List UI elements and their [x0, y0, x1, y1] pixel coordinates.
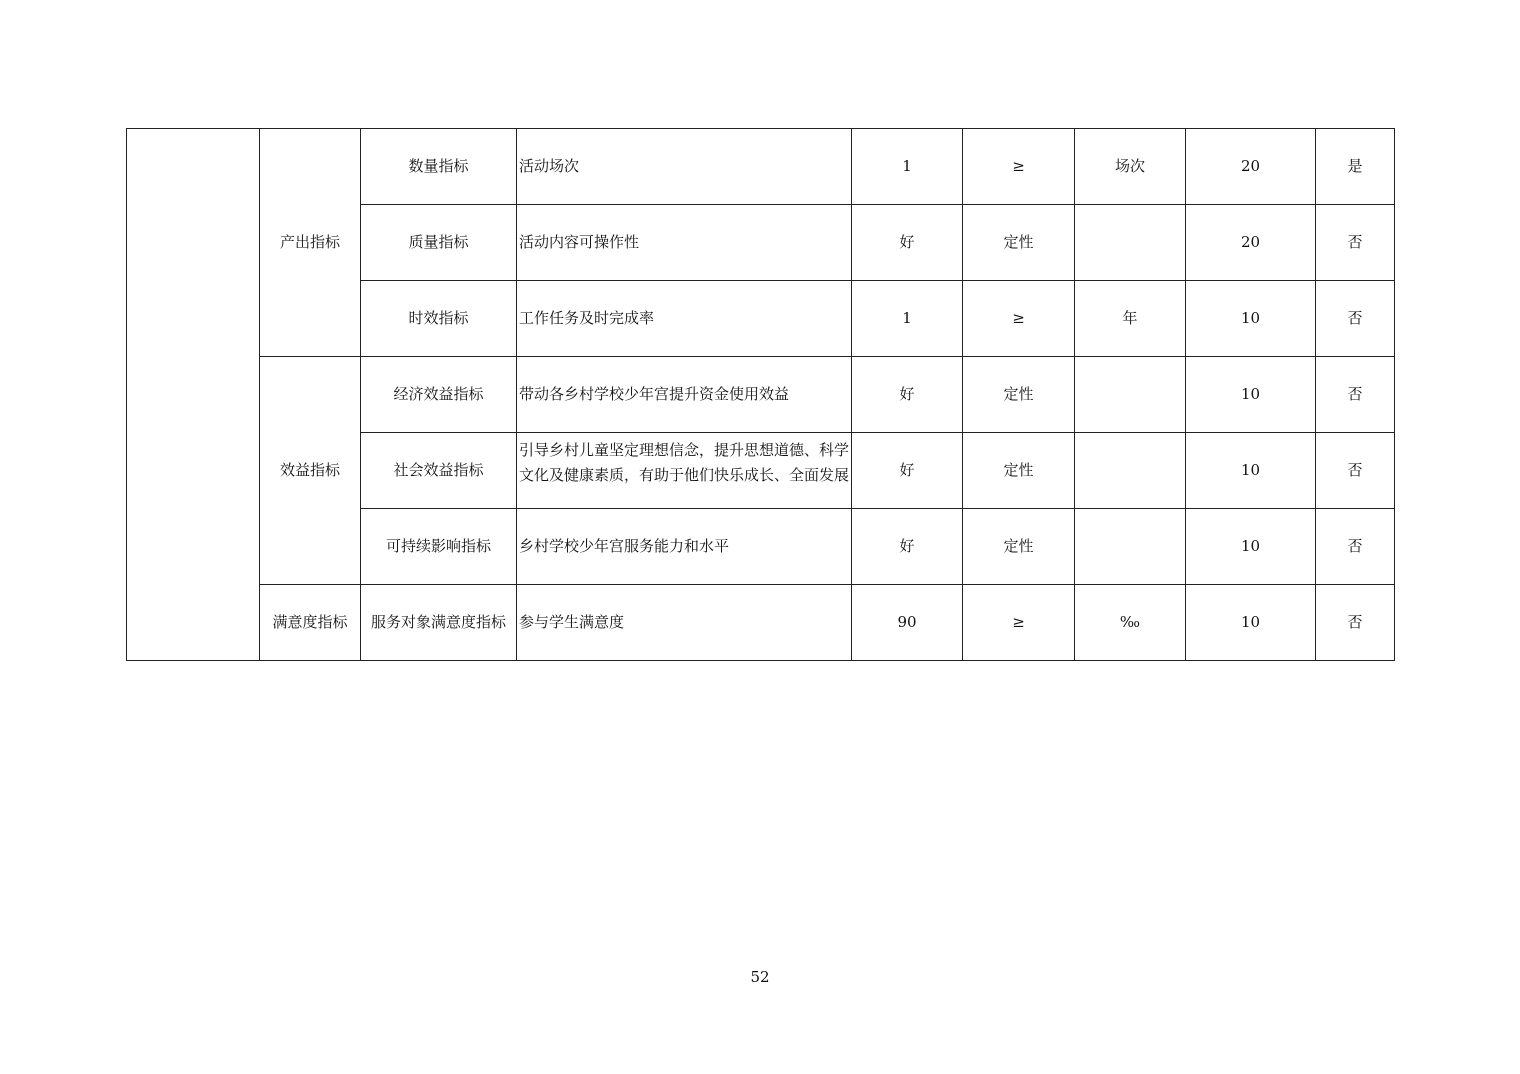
table-row: [127, 129, 1395, 205]
level3-desc-cell: 参与学生满意度: [517, 585, 852, 661]
operator-cell: ≥: [963, 129, 1075, 205]
level3-desc-cell: [517, 433, 852, 509]
target-value-cell: 好: [852, 509, 963, 585]
unit-cell: 年: [1075, 281, 1186, 357]
unit-cell: [1075, 357, 1186, 433]
level2-cell: 经济效益指标: [361, 357, 517, 433]
operator-cell: ≥: [963, 281, 1075, 357]
level2-cell: 时效指标: [361, 281, 517, 357]
core-flag-cell: 否: [1316, 509, 1395, 585]
level3-desc-cell: 活动内容可操作性: [517, 205, 852, 281]
level2-cell: 质量指标: [361, 205, 517, 281]
weight-cell: 10: [1186, 281, 1316, 357]
operator-cell: 定性: [963, 357, 1075, 433]
group-cell: 满意度指标: [260, 585, 361, 661]
unit-cell: [1075, 205, 1186, 281]
level3-desc-cell: 活动场次: [517, 129, 852, 205]
core-flag-cell: 否: [1316, 585, 1395, 661]
table-row: [127, 357, 1395, 433]
target-value-cell: 好: [852, 433, 963, 509]
target-value-cell: 1: [852, 281, 963, 357]
operator-cell: 定性: [963, 433, 1075, 509]
unit-cell: 场次: [1075, 129, 1186, 205]
performance-indicator-table: [126, 128, 1395, 661]
group-cell: 效益指标: [260, 357, 361, 585]
level2-cell: 可持续影响指标: [361, 509, 517, 585]
weight-cell: 20: [1186, 129, 1316, 205]
target-value-cell: 90: [852, 585, 963, 661]
table-row: [127, 585, 1395, 661]
group-cell: 产出指标: [260, 129, 361, 357]
unit-cell: ‰: [1075, 585, 1186, 661]
core-flag-cell: 否: [1316, 357, 1395, 433]
level2-cell: 服务对象满意度指标: [361, 585, 517, 661]
operator-cell: ≥: [963, 585, 1075, 661]
weight-cell: 10: [1186, 433, 1316, 509]
level1-blank-cell: [127, 129, 260, 661]
target-value-cell: 好: [852, 357, 963, 433]
unit-cell: [1075, 509, 1186, 585]
core-flag-cell: 是: [1316, 129, 1395, 205]
level3-desc-cell: 工作任务及时完成率: [517, 281, 852, 357]
core-flag-cell: 否: [1316, 205, 1395, 281]
core-flag-cell: 否: [1316, 433, 1395, 509]
level2-cell: 数量指标: [361, 129, 517, 205]
operator-cell: 定性: [963, 509, 1075, 585]
weight-cell: 20: [1186, 205, 1316, 281]
core-flag-cell: 否: [1316, 281, 1395, 357]
weight-cell: 10: [1186, 585, 1316, 661]
target-value-cell: 1: [852, 129, 963, 205]
level3-desc-text: 引导乡村儿童坚定理想信念，提升思想道德、科学文化及健康素质，有助于他们快乐成长、全面发展: [519, 441, 850, 484]
page-number: 52: [750, 968, 770, 986]
level2-cell: 社会效益指标: [361, 433, 517, 509]
operator-cell: 定性: [963, 205, 1075, 281]
weight-cell: 10: [1186, 357, 1316, 433]
level3-desc-cell: 乡村学校少年宫服务能力和水平: [517, 509, 852, 585]
weight-cell: 10: [1186, 509, 1316, 585]
unit-cell: [1075, 433, 1186, 509]
level3-desc-cell: 带动各乡村学校少年宫提升资金使用效益: [517, 357, 852, 433]
target-value-cell: 好: [852, 205, 963, 281]
